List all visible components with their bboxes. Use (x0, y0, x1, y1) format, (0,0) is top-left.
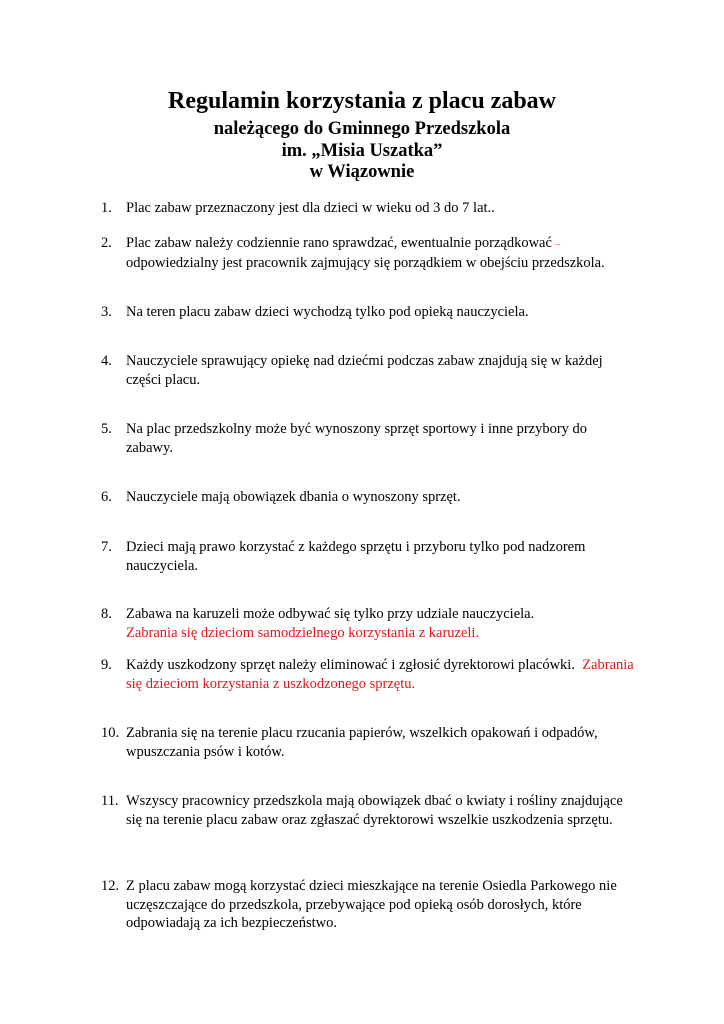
item-marker: – (555, 239, 561, 249)
list-item (101, 605, 691, 642)
item-text (126, 877, 691, 933)
item-number: 10. (101, 725, 120, 741)
list-item (101, 199, 691, 218)
list-item (101, 656, 691, 693)
list-item (101, 538, 691, 575)
item-text-line: uczęszczające do przedszkola, przebywające pod opieką osób dorosłych, które (126, 896, 582, 913)
item-text (126, 352, 691, 389)
item-number: 2. (101, 235, 112, 251)
document-subtitle-line-3: w Wiązownie (309, 162, 415, 182)
item-number: 7. (101, 539, 112, 555)
item-text-line: odpowiedzialny jest pracownik zajmujący się porządkiem w obejściu przedszkola. (126, 254, 605, 271)
item-text-line: części placu. (126, 371, 201, 388)
item-text-line: Na plac przedszkolny może być wynoszony sprzęt sportowy i inne przybory do (126, 421, 588, 437)
document-subtitle-line-2: im. „Misia Uszatka” (281, 141, 443, 161)
document-title: Regulamin korzystania z placu zabaw (167, 88, 556, 114)
item-text (126, 605, 691, 642)
item-number: 12. (101, 878, 120, 894)
item-warning-line: się dzieciom korzystania z uszkodzonego sprzętu. (126, 675, 416, 692)
list-item (101, 303, 691, 322)
item-number: 11. (101, 793, 119, 809)
item-text-line: Wszyscy pracownicy przedszkola mają obowiązek dbać o kwiaty i rośliny znajdujące (126, 793, 623, 809)
item-number: 5. (101, 421, 112, 437)
list-item (101, 420, 691, 457)
item-number: 9. (101, 657, 112, 673)
list-item (101, 724, 691, 761)
list-item (101, 234, 691, 272)
list-item (101, 877, 691, 933)
item-text (126, 656, 691, 693)
item-number: 8. (101, 606, 112, 622)
item-text-line: Dzieci mają prawo korzystać z każdego sprzętu i przyboru tylko pod nadzorem (126, 539, 586, 555)
item-number: 4. (101, 353, 112, 369)
item-text (126, 234, 691, 272)
list-item (101, 488, 691, 507)
item-text: Na teren placu zabaw dzieci wychodzą tylko pod opieką nauczyciela. (126, 304, 529, 320)
list-item (101, 792, 691, 829)
item-text-line: Nauczyciele sprawujący opiekę nad dziećmi podczas zabaw znajdują się w każdej (126, 353, 603, 369)
item-text (126, 724, 691, 761)
item-text-line: Każdy uszkodzony sprzęt należy eliminować i zgłosić dyrektorowi placówki. (126, 657, 575, 673)
item-text-line: zabawy. (126, 439, 173, 456)
list-item (101, 352, 691, 389)
item-number: 6. (101, 489, 112, 505)
item-text-line: odpowiadają za ich bezpieczeństwo. (126, 915, 337, 931)
item-warning-line: Zabrania się dzieciom samodzielnego korzystania z karuzeli. (126, 624, 480, 641)
item-text-line: Plac zabaw należy codziennie rano sprawdzać, ewentualnie porządkować (126, 235, 552, 251)
item-text-line: wpuszczania psów i kotów. (126, 743, 285, 760)
item-text (126, 538, 691, 575)
item-text-line: Zabawa na karuzeli może odbywać się tylko przy udziale nauczyciela. (126, 606, 535, 622)
item-text (126, 420, 691, 457)
document-subtitle-line-1: należącego do Gminnego Przedszkola (213, 119, 511, 139)
item-text-line: się na terenie placu zabaw oraz zgłaszać dyrektorowi wszelkie uszkodzenia sprzętu. (126, 811, 613, 828)
item-text-line: Z placu zabaw mogą korzystać dzieci mieszkające na terenie Osiedla Parkowego nie (126, 878, 617, 894)
item-text: Plac zabaw przeznaczony jest dla dzieci w wieku od 3 do 7 lat.. (126, 200, 495, 216)
item-number: 3. (101, 304, 112, 320)
item-text: Nauczyciele mają obowiązek dbania o wynoszony sprzęt. (126, 489, 461, 505)
item-text-line: nauczyciela. (126, 557, 199, 574)
item-text-line: Zabrania się na terenie placu rzucania papierów, wszelkich opakowań i odpadów, (126, 725, 598, 741)
item-number: 1. (101, 200, 112, 216)
item-text (126, 792, 691, 829)
item-warning-text: Zabrania (582, 657, 634, 673)
